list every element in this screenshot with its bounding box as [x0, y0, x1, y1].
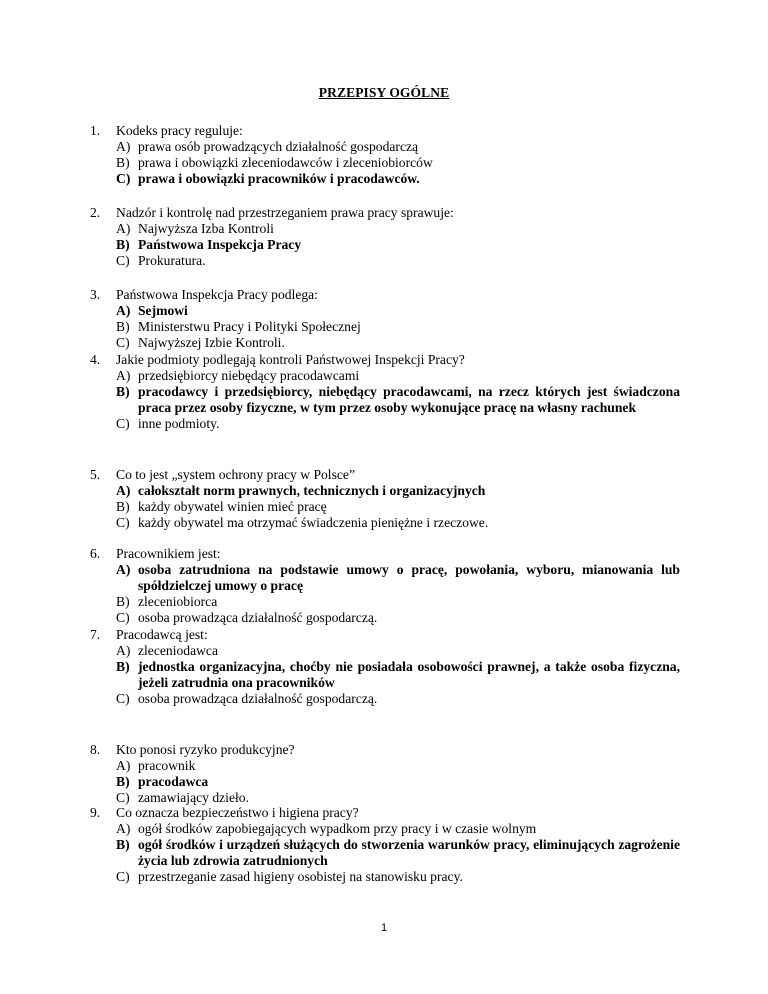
- question-text: Pracodawcą jest:: [116, 627, 208, 642]
- answer-option-correct: [90, 659, 680, 691]
- option-text: zamawiający dzieło.: [138, 790, 249, 805]
- question-item: [90, 123, 680, 187]
- page-title: PRZEPISY OGÓLNE: [318, 85, 450, 100]
- option-letter: B): [116, 319, 130, 334]
- option-text: pracodawcy i przedsiębiorcy, niebędący pracodawcami, na rzecz których jest świadczona praca przez osoby fizyczne, w tym przez osoby wykonujące pracę na własny rachunek: [138, 384, 680, 415]
- answer-option: [90, 821, 680, 837]
- question-heading: [90, 546, 680, 562]
- option-text: zleceniobiorca: [138, 594, 218, 609]
- option-text: osoba prowadząca działalność gospodarczą.: [138, 610, 378, 625]
- option-text: zleceniodawca: [138, 643, 218, 658]
- option-letter: B): [116, 594, 130, 609]
- answer-option: [90, 319, 680, 335]
- answer-option: [90, 594, 680, 610]
- option-letter: C): [116, 790, 130, 805]
- question-number: 6.: [90, 546, 101, 561]
- option-text: Ministerstwu Pracy i Polityki Społecznej: [138, 319, 361, 334]
- question-heading: [90, 467, 680, 483]
- answer-option-correct: [90, 171, 680, 187]
- option-text: przestrzeganie zasad higieny osobistej na stanowisku pracy.: [138, 869, 463, 884]
- question-item: [90, 352, 680, 432]
- answer-option: [90, 416, 680, 432]
- answer-option-correct: [90, 237, 680, 253]
- option-text: pracownik: [138, 758, 196, 773]
- option-text: jednostka organizacyjna, choćby nie posiadała osobowości prawnej, a także osoba fizyczna, jeżeli zatrudnia ona pracowników: [138, 659, 680, 690]
- answer-option: [90, 155, 680, 171]
- option-letter: B): [116, 155, 130, 170]
- answer-option-correct: [90, 483, 680, 499]
- option-text: Sejmowi: [138, 303, 188, 318]
- question-number: 9.: [90, 805, 101, 820]
- option-letter: B): [116, 384, 130, 399]
- answer-option: [90, 221, 680, 237]
- question-number: 3.: [90, 287, 101, 302]
- question-item: [90, 467, 680, 531]
- option-letter: B): [116, 237, 130, 252]
- option-letter: C): [116, 869, 130, 884]
- question-heading: [90, 627, 680, 643]
- option-letter: A): [116, 758, 131, 773]
- question-text: Co oznacza bezpieczeństwo i higiena pracy?: [116, 805, 359, 820]
- question-heading: [90, 352, 680, 368]
- question-text: Państwowa Inspekcja Pracy podlega:: [116, 287, 318, 302]
- answer-option-correct: [90, 774, 680, 790]
- question-item: [90, 287, 680, 351]
- answer-option: [90, 515, 680, 531]
- option-letter: C): [116, 416, 130, 431]
- option-text: Państwowa Inspekcja Pracy: [138, 237, 302, 252]
- page-number: 1: [380, 922, 388, 934]
- option-letter: A): [116, 562, 131, 577]
- option-text: każdy obywatel winien mieć pracę: [138, 499, 327, 514]
- answer-option: [90, 790, 680, 806]
- answer-option-correct: [90, 562, 680, 594]
- answer-option: [90, 253, 680, 269]
- option-text: prawa i obowiązki zleceniodawców i zleceniobiorców: [138, 155, 433, 170]
- option-text: ogół środków zapobiegających wypadkom przy pracy i w czasie wolnym: [138, 821, 537, 836]
- option-letter: A): [116, 643, 131, 658]
- answer-option-correct: [90, 384, 680, 416]
- answer-option: [90, 139, 680, 155]
- option-letter: C): [116, 610, 130, 625]
- answer-option: [90, 758, 680, 774]
- question-item: [90, 205, 680, 269]
- option-letter: A): [116, 221, 131, 236]
- question-number: 8.: [90, 742, 101, 757]
- question-heading: [90, 742, 680, 758]
- option-text: prawa osób prowadzących działalność gospodarczą: [138, 139, 419, 154]
- answer-option: [90, 610, 680, 626]
- answer-option: [90, 335, 680, 351]
- question-text: Pracownikiem jest:: [116, 546, 221, 561]
- option-text: inne podmioty.: [138, 416, 220, 431]
- question-item: [90, 546, 680, 626]
- answer-option-correct: [90, 303, 680, 319]
- question-item: [90, 627, 680, 707]
- answer-option-correct: [90, 837, 680, 869]
- option-letter: C): [116, 691, 130, 706]
- question-item: [90, 742, 680, 806]
- option-text: Najwyższa Izba Kontroli: [138, 221, 274, 236]
- option-letter: C): [116, 335, 130, 350]
- question-item: [90, 805, 680, 885]
- question-text: Kto ponosi ryzyko produkcyjne?: [116, 742, 295, 757]
- option-letter: B): [116, 659, 130, 674]
- answer-option: [90, 869, 680, 885]
- question-heading: [90, 805, 680, 821]
- question-text: Co to jest „system ochrony pracy w Polsce”: [116, 467, 355, 482]
- option-text: pracodawca: [138, 774, 209, 789]
- option-text: każdy obywatel ma otrzymać świadczenia pieniężne i rzeczowe.: [138, 515, 489, 530]
- answer-option: [90, 499, 680, 515]
- question-heading: [90, 123, 680, 139]
- option-letter: C): [116, 515, 130, 530]
- question-text: Jakie podmioty podlegają kontroli Państwowej Inspekcji Pracy?: [116, 352, 465, 367]
- question-number: 7.: [90, 627, 101, 642]
- question-number: 4.: [90, 352, 101, 367]
- option-text: prawa i obowiązki pracowników i pracodawców.: [138, 171, 420, 186]
- answer-option: [90, 643, 680, 659]
- answer-option: [90, 691, 680, 707]
- answer-option: [90, 368, 680, 384]
- question-number: 5.: [90, 467, 101, 482]
- question-heading: [90, 205, 680, 221]
- option-letter: B): [116, 774, 130, 789]
- question-number: 2.: [90, 205, 101, 220]
- option-text: Prokuratura.: [138, 253, 206, 268]
- question-text: Kodeks pracy reguluje:: [116, 123, 243, 138]
- option-text: całokształt norm prawnych, technicznych i organizacyjnych: [138, 483, 486, 498]
- option-text: osoba zatrudniona na podstawie umowy o pracę, powołania, wyboru, mianowania lub spółdzielczej umowy o pracę: [138, 562, 680, 593]
- option-letter: A): [116, 368, 131, 383]
- option-letter: A): [116, 139, 131, 154]
- question-text: Nadzór i kontrolę nad przestrzeganiem prawa pracy sprawuje:: [116, 205, 454, 220]
- option-letter: A): [116, 483, 131, 498]
- question-number: 1.: [90, 123, 101, 138]
- option-text: przedsiębiorcy niebędący pracodawcami: [138, 368, 360, 383]
- option-letter: B): [116, 837, 130, 852]
- option-text: ogół środków i urządzeń służących do stworzenia warunków pracy, eliminujących zagrożenie życia lub zdrowia zatrudnionych: [138, 837, 680, 868]
- option-text: osoba prowadząca działalność gospodarczą.: [138, 691, 378, 706]
- question-heading: [90, 287, 680, 303]
- option-text: Najwyższej Izbie Kontroli.: [138, 335, 285, 350]
- option-letter: A): [116, 303, 131, 318]
- option-letter: C): [116, 171, 131, 186]
- option-letter: B): [116, 499, 130, 514]
- option-letter: C): [116, 253, 130, 268]
- option-letter: A): [116, 821, 131, 836]
